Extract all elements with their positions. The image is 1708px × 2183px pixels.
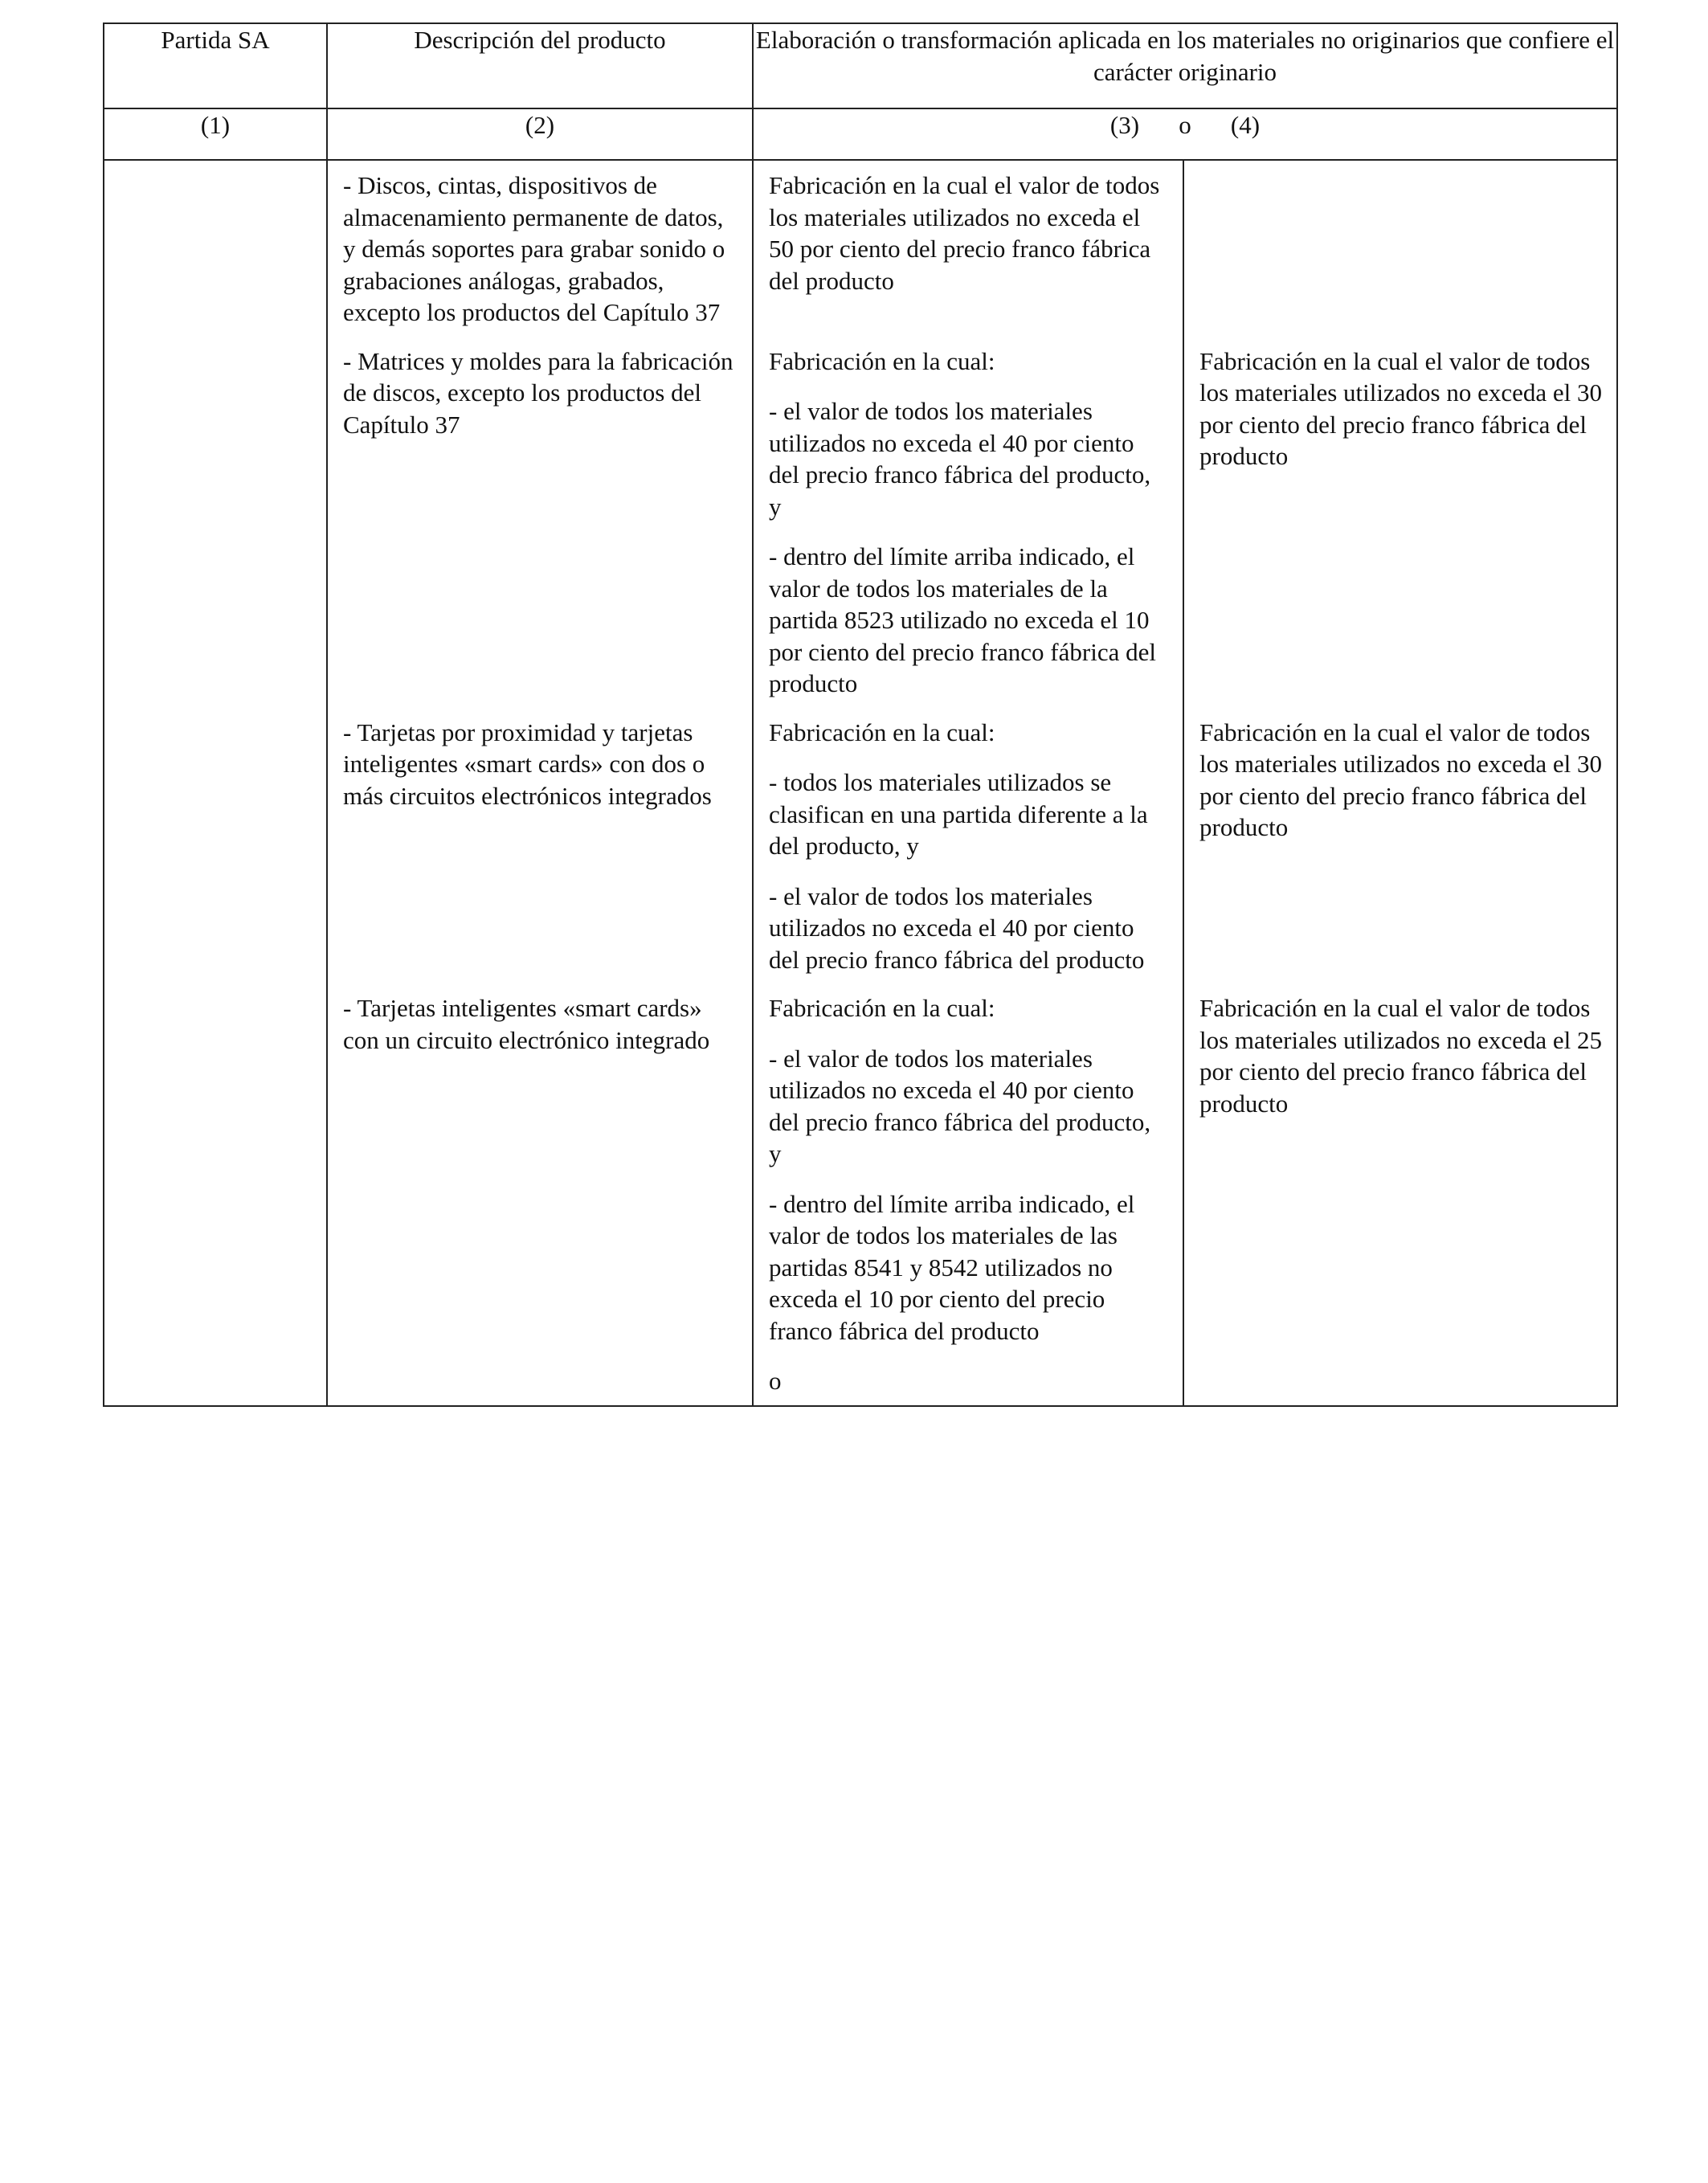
column-number-1: (1)	[104, 108, 327, 160]
table-row	[104, 160, 1617, 337]
rule-paragraph: - dentro del límite arriba indicado, el valor de todos los materiales de las partidas 8541 y 8542 utilizados no exceda el 10 por ciento del precio franco fábrica del producto	[769, 1189, 1135, 1345]
rule-paragraph: Fabricación en la cual:	[769, 994, 995, 1022]
origin-rules-table	[103, 22, 1618, 1407]
column-number-3: (3)	[1109, 111, 1140, 139]
header-partida: Partida SA	[104, 23, 327, 108]
document-page	[103, 22, 1616, 1407]
header-elaboracion: Elaboración o transformación aplicada en los materiales no originarios que confiere el carácter originario	[753, 23, 1617, 108]
description-text: - Tarjetas por proximidad y tarjetas inteligentes «smart cards» con dos o más circuitos electrónicos integrados	[343, 717, 712, 810]
description-text: - Matrices y moldes para la fabricación de discos, excepto los productos del Capítulo 37	[343, 346, 733, 439]
rule-column-3-cell	[753, 983, 1183, 1406]
partida-cell	[104, 708, 327, 984]
rule-paragraph: Fabricación en la cual el valor de todos los materiales utilizados no exceda el 30 por ciento del precio franco fábrica del producto	[1199, 717, 1602, 841]
rule-paragraph: Fabricación en la cual el valor de todos los materiales utilizados no exceda el 30 por ciento del precio franco fábrica del producto	[1199, 346, 1602, 470]
partida-cell	[104, 337, 327, 708]
rule-column-4-cell	[1183, 708, 1617, 984]
column-number-2: (2)	[327, 108, 753, 160]
description-text: - Tarjetas inteligentes «smart cards» con un circuito electrónico integrado	[343, 994, 710, 1054]
partida-text	[104, 708, 326, 725]
column-number-row	[104, 108, 1617, 160]
partida-cell	[104, 983, 327, 1406]
column-or: o	[1179, 111, 1191, 139]
rule-paragraph: - el valor de todos los materiales utilizados no exceda el 40 por ciento del precio franco fábrica del producto, y	[769, 1044, 1151, 1167]
table-row	[104, 983, 1617, 1406]
rule-paragraph: o	[769, 1367, 782, 1395]
rule-paragraph: Fabricación en la cual:	[769, 346, 995, 375]
description-cell	[327, 708, 753, 984]
description-cell	[327, 337, 753, 708]
rule-paragraph: - todos los materiales utilizados se clasifican en una partida diferente a la del producto, y	[769, 768, 1148, 860]
rule-column-3-cell	[753, 708, 1183, 984]
rule-paragraph: Fabricación en la cual el valor de todos los materiales utilizados no exceda el 25 por ciento del precio franco fábrica del producto	[1199, 994, 1602, 1118]
rule-paragraph: - el valor de todos los materiales utilizados no exceda el 40 por ciento del precio franco fábrica del producto, y	[769, 397, 1151, 521]
column-number-3-4	[753, 108, 1617, 160]
header-descripcion: Descripción del producto	[327, 23, 753, 108]
partida-text	[104, 161, 326, 178]
rule-paragraph: Fabricación en la cual el valor de todos los materiales utilizados no exceda el 50 por ciento del precio franco fábrica del producto	[769, 171, 1160, 295]
description-cell	[327, 160, 753, 337]
header-row	[104, 23, 1617, 108]
partida-cell	[104, 160, 327, 337]
table-row	[104, 337, 1617, 708]
column-number-4: (4)	[1230, 111, 1261, 139]
partida-text	[104, 983, 326, 1000]
rule-paragraph: - el valor de todos los materiales utilizados no exceda el 40 por ciento del precio franco fábrica del producto	[769, 881, 1145, 974]
rule-column-3-cell	[753, 337, 1183, 708]
partida-text	[104, 337, 326, 354]
rule-paragraph: - dentro del límite arriba indicado, el valor de todos los materiales de la partida 8523 utilizado no exceda el 10 por ciento del precio franco fábrica del producto	[769, 542, 1156, 697]
table-body	[104, 160, 1617, 1406]
rule-column-3-cell	[753, 160, 1183, 337]
rule-paragraph: Fabricación en la cual:	[769, 717, 995, 746]
rule-column-4-cell	[1183, 160, 1617, 337]
description-cell	[327, 983, 753, 1406]
rule-column-4-cell	[1183, 983, 1617, 1406]
rule-column-4-cell	[1183, 337, 1617, 708]
table-row	[104, 708, 1617, 984]
description-text: - Discos, cintas, dispositivos de almacenamiento permanente de datos, y demás soportes para grabar sonido o grabaciones análogas, grabados, excepto los productos del Capítulo 37	[343, 171, 725, 326]
